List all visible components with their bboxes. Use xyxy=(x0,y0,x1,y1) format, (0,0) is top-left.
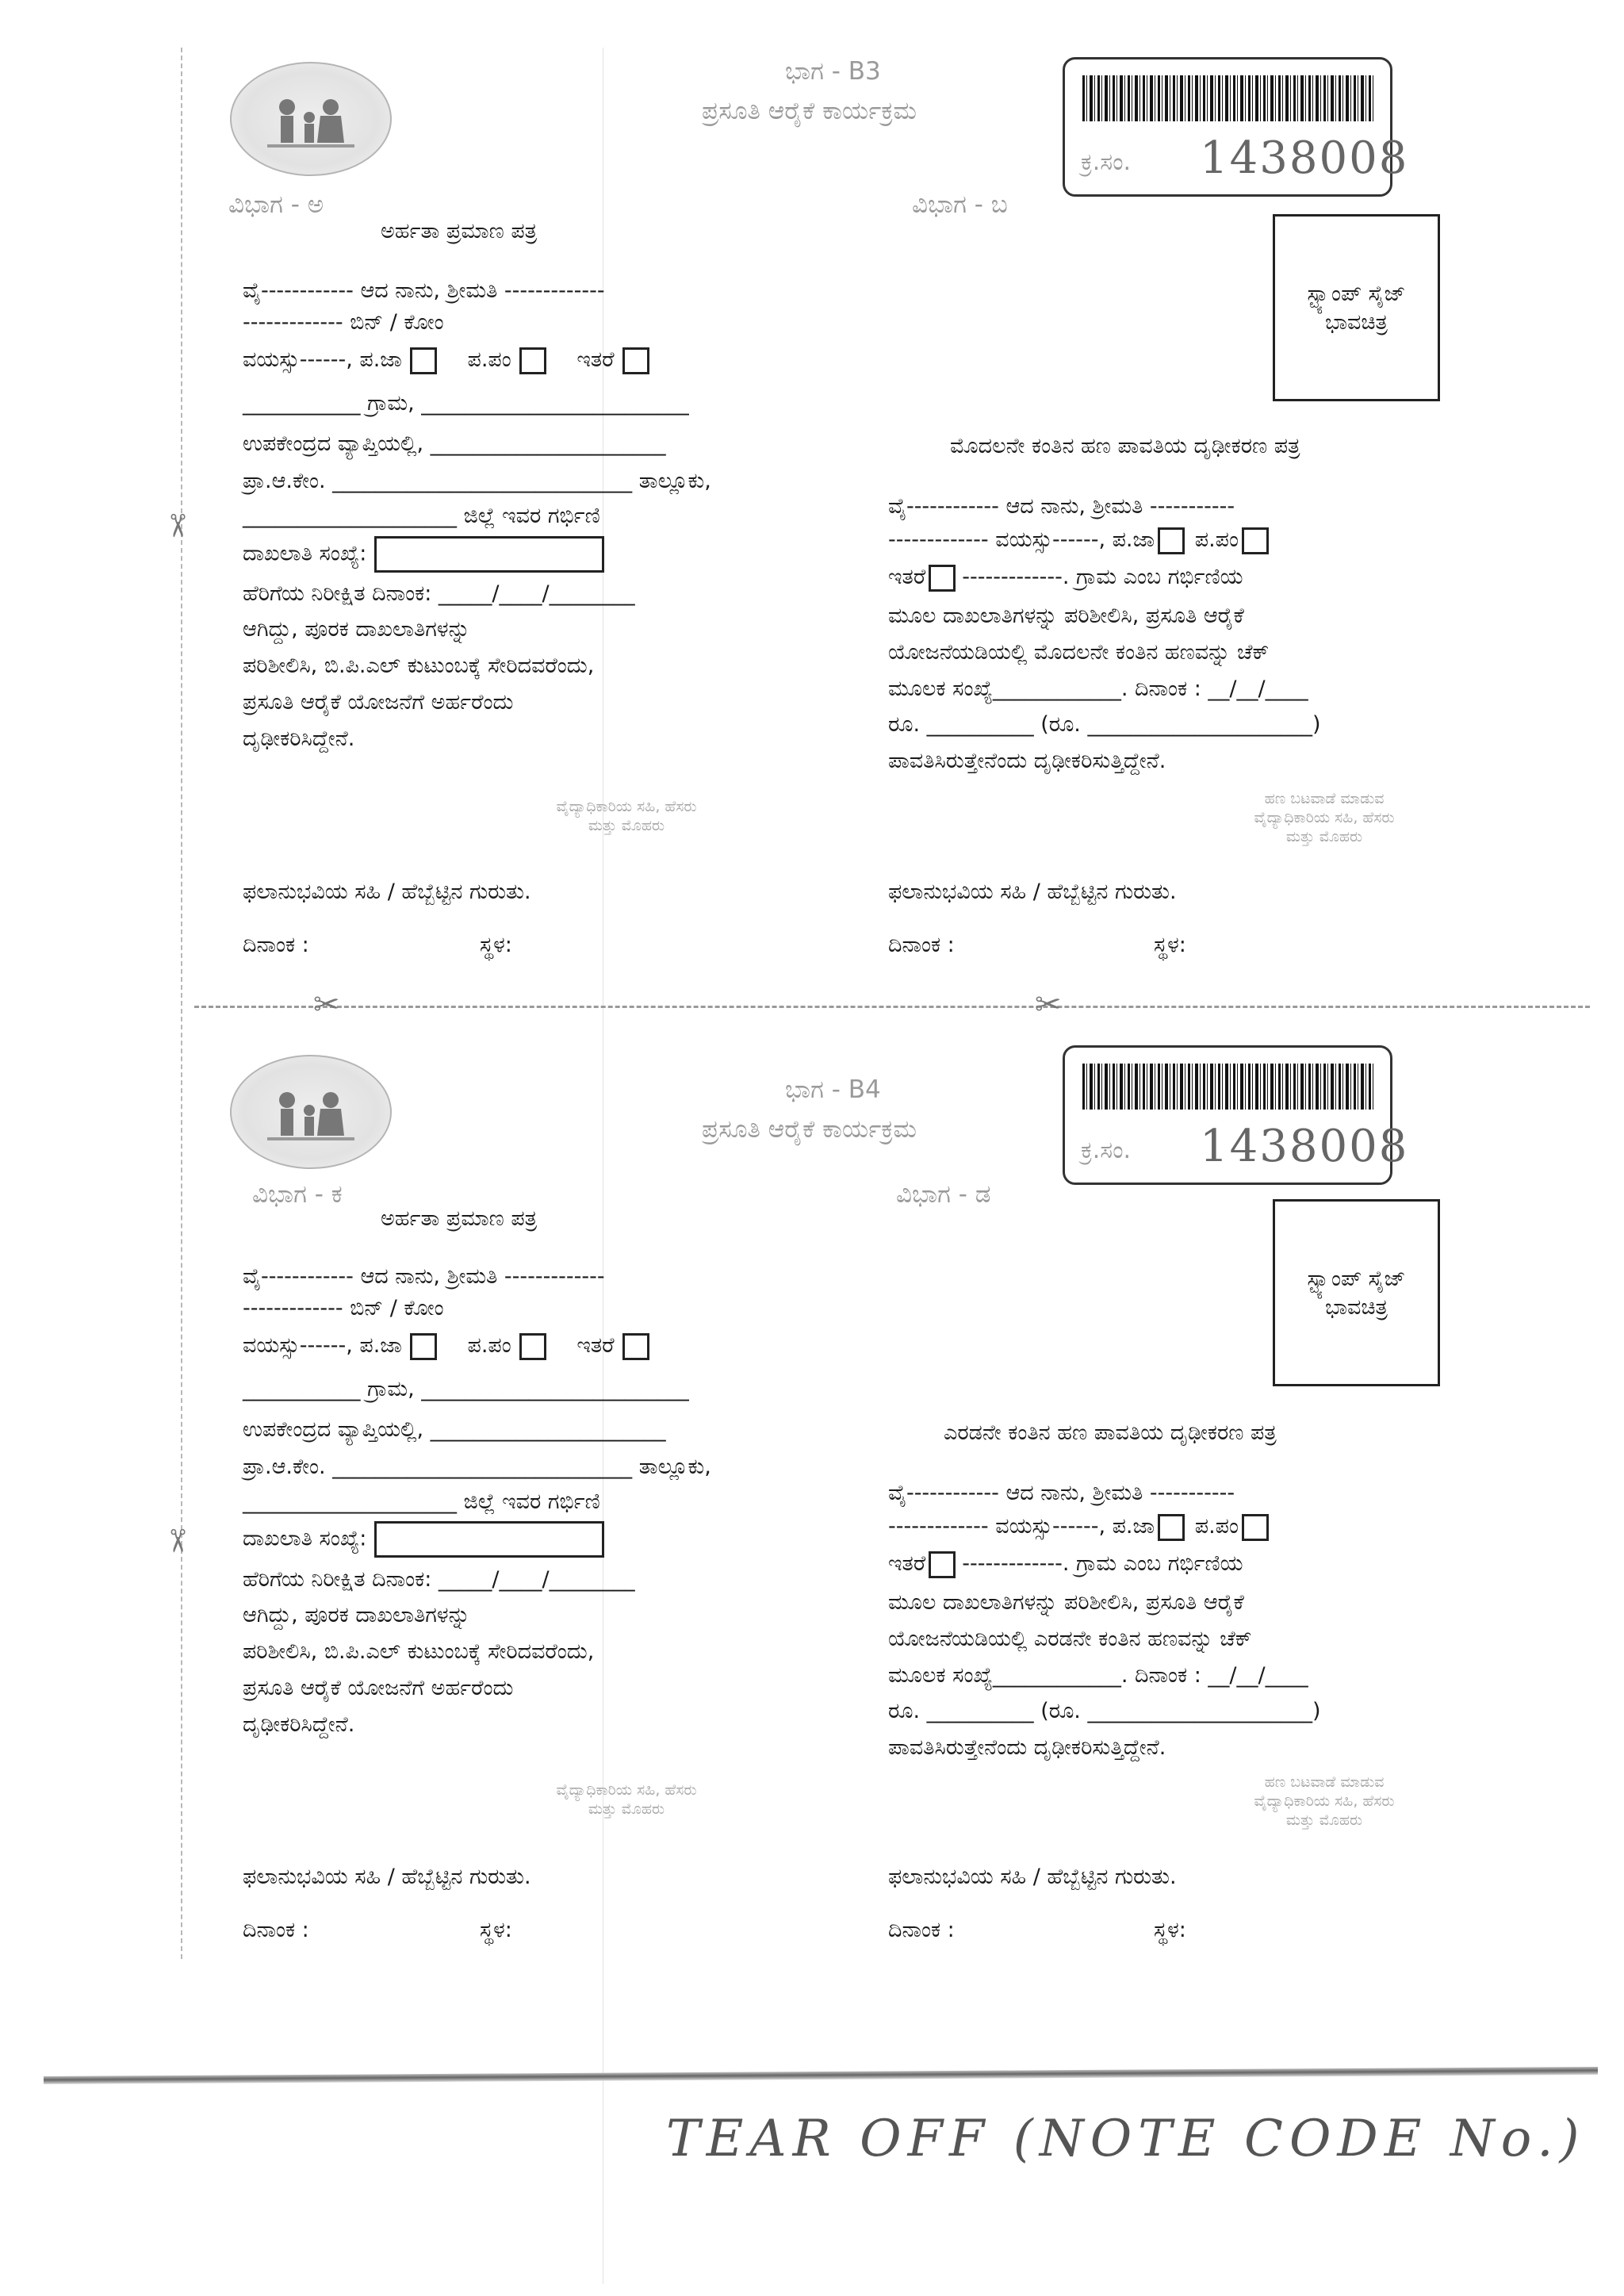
program-logo-icon xyxy=(230,1055,392,1169)
scissors-icon: ✂ xyxy=(313,987,340,1023)
form-line: ರೂ. __________ (ರೂ. _____________________) xyxy=(888,1699,1321,1723)
left-division: ವಿಭಾಗ - ಕ xyxy=(252,1180,343,1209)
serial-number: 1438008 xyxy=(1200,1121,1409,1172)
left-title: ಅರ್ಹತಾ ಪ್ರಮಾಣ ಪತ್ರ xyxy=(381,1206,538,1231)
barcode-icon xyxy=(1082,1064,1374,1110)
form-line: ಪ್ರಾ.ಆ.ಕೇಂ. ____________________________ ತಾಲ್ಲೂಕು, xyxy=(243,1455,711,1479)
sc-checkbox[interactable] xyxy=(1158,1514,1185,1541)
left-cut-line xyxy=(181,48,182,1959)
form-line: ___________ ಗ್ರಾಮ, _________________________ xyxy=(243,1377,689,1401)
right-title: ಮೊದಲನೇ ಕಂತಿನ ಹಣ ಪಾವತಿಯ ದೃಢೀಕರಣ ಪತ್ರ xyxy=(950,434,1300,458)
form-line: ಯೋಜನೆಯಡಿಯಲ್ಲಿ ಎರಡನೇ ಕಂತಿನ ಹಣವನ್ನು ಚೆಕ್ xyxy=(888,1627,1252,1651)
serial-prefix: ಕ್ರ.ಸಂ. xyxy=(1081,148,1132,176)
serial-prefix: ಕ್ರ.ಸಂ. xyxy=(1081,1137,1132,1164)
form-line: ____________________ ಜಿಲ್ಲೆ ಇವರ ಗರ್ಭಿಣಿ xyxy=(243,1489,600,1514)
form-line: ದೃಢೀಕರಿಸಿದ್ದೇನೆ. xyxy=(243,1712,355,1737)
serial-box xyxy=(1063,1045,1409,1185)
form-line: ಮೂಲ ದಾಖಲಾತಿಗಳನ್ನು ಪರಿಶೀಲಿಸಿ, ಪ್ರಸೂತಿ ಆರೈಕೆ xyxy=(888,604,1244,628)
form-line: ಪಾವತಿಸಿರುತ್ತೇನೆಂದು ದೃಢೀಕರಿಸುತ್ತಿದ್ದೇನೆ. xyxy=(888,749,1166,773)
age-caste-label: ವಯಸ್ಸು------, ಪ.ಜಾ xyxy=(243,347,402,372)
beneficiary-signature-label: ಫಲಾನುಭವಿಯ ಸಹಿ / ಹೆಬ್ಬೆಟ್ಟಿನ ಗುರುತು. xyxy=(243,1865,531,1889)
others-label: ಇತರೆ xyxy=(576,347,615,372)
scissors-icon: ✂ xyxy=(158,1527,195,1554)
photo-label-line: ಸ್ಟ್ಯಾಂಪ್ ಸೈಜ್ xyxy=(1307,1267,1406,1291)
left-title: ಅರ್ಹತಾ ಪ್ರಮಾಣ ಪತ್ರ xyxy=(381,219,538,243)
form-line-category: ವಯಸ್ಸು------, ಪ.ಜಾ ಪ.ಪಂ ಇತರೆ xyxy=(243,1332,657,1360)
registration-number-field[interactable] xyxy=(374,536,604,573)
others-checkbox[interactable] xyxy=(929,565,956,592)
form-line-category: ------------- ವಯಸ್ಸು------, ಪ.ಜಾ ಪ.ಪಂ xyxy=(888,1513,1272,1541)
sc-checkbox[interactable] xyxy=(410,1333,437,1360)
form-line: ಪ್ರಸೂತಿ ಆರೈಕೆ ಯೋಜನೆಗೆ ಅರ್ಹರೆಂದು xyxy=(243,1676,514,1700)
form-line: ವೈ------------ ಆದ ನಾನು, ಶ್ರೀಮತಿ ------------- xyxy=(243,1264,605,1289)
registration-number-field[interactable] xyxy=(374,1521,604,1558)
photo-label-line: ಸ್ಟ್ಯಾಂಪ್ ಸೈಜ್ xyxy=(1307,282,1406,306)
others-checkbox[interactable] xyxy=(929,1551,956,1578)
part-label: ಭಾಗ - B4 xyxy=(785,1075,881,1104)
form-line: ಆಗಿದ್ದು, ಪೂರಕ ದಾಖಲಾತಿಗಳನ್ನು xyxy=(243,617,470,642)
form-line: ರೂ. __________ (ರೂ. _____________________) xyxy=(888,712,1321,737)
st-checkbox[interactable] xyxy=(519,1333,546,1360)
serial-number: 1438008 xyxy=(1200,132,1409,184)
right-division: ವಿಭಾಗ - ಡ xyxy=(896,1180,991,1209)
form-line: ಉಪಕೇಂದ್ರದ ವ್ಯಾಪ್ತಿಯಲ್ಲಿ, ______________________ xyxy=(243,1417,666,1442)
form-line: ಹೆರಿಗೆಯ ನಿರೀಕ್ಷಿತ ದಿನಾಂಕ: _____/____/________ xyxy=(243,1567,635,1592)
photo-label-line: ಭಾವಚಿತ್ರ xyxy=(1325,310,1388,335)
place-label: ಸ್ಥಳ: xyxy=(480,933,512,957)
sc-checkbox[interactable] xyxy=(410,347,437,374)
st-label: ಪ.ಪಂ xyxy=(467,347,511,372)
form-line: ಪಾವತಿಸಿರುತ್ತೇನೆಂದು ದೃಢೀಕರಿಸುತ್ತಿದ್ದೇನೆ. xyxy=(888,1735,1166,1760)
barcode-icon xyxy=(1082,75,1374,121)
form-line: ವೈ------------ ಆದ ನಾನು, ಶ್ರೀಮತಿ ------------- xyxy=(243,278,605,303)
form-line-category xyxy=(243,347,657,374)
st-checkbox[interactable] xyxy=(519,347,546,374)
program-logo-icon xyxy=(230,62,392,176)
scissors-icon: ✂ xyxy=(1035,987,1062,1023)
medical-officer-sign-note: ವೈದ್ಯಾಧಿಕಾರಿಯ ಸಹಿ, ಹೆಸರು ಮತ್ತು ಮೊಹರು xyxy=(556,1781,697,1818)
form-line: ಮೂಲ ದಾಖಲಾತಿಗಳನ್ನು ಪರಿಶೀಲಿಸಿ, ಪ್ರಸೂತಿ ಆರೈಕೆ xyxy=(888,1590,1244,1615)
form-line: ಪರಿಶೀಲಿಸಿ, ಬಿ.ಪಿ.ಎಲ್ ಕುಟುಂಬಕ್ಕೆ ಸೇರಿದವರೆಂದು, xyxy=(243,654,595,678)
others-checkbox[interactable] xyxy=(622,347,649,374)
beneficiary-signature-label: ಫಲಾನುಭವಿಯ ಸಹಿ / ಹೆಬ್ಬೆಟ್ಟಿನ ಗುರುತು. xyxy=(888,1865,1177,1889)
form-line: ಆಗಿದ್ದು, ಪೂರಕ ದಾಖಲಾತಿಗಳನ್ನು xyxy=(243,1603,470,1627)
torn-edge xyxy=(44,2067,1598,2084)
form-line: ದೃಢೀಕರಿಸಿದ್ದೇನೆ. xyxy=(243,726,355,751)
registration-label: ದಾಖಲಾತಿ ಸಂಖ್ಯೆ: xyxy=(243,541,367,566)
form-line: ಹೆರಿಗೆಯ ನಿರೀಕ್ಷಿತ ದಿನಾಂಕ: _____/____/________ xyxy=(243,581,635,606)
program-name: ಪ್ರಸೂತಿ ಆರೈಕೆ ಕಾರ್ಯಕ್ರಮ xyxy=(702,97,917,125)
st-checkbox[interactable] xyxy=(1242,527,1269,554)
form-line: ಮೂಲಕ ಸಂಖ್ಯೆ____________. ದಿನಾಂಕ : __/__/____ xyxy=(888,677,1308,701)
form-line-registration: ದಾಖಲಾತಿ ಸಂಖ್ಯೆ: xyxy=(243,1521,604,1558)
sc-checkbox[interactable] xyxy=(1158,527,1185,554)
beneficiary-signature-label: ಫಲಾನುಭವಿಯ ಸಹಿ / ಹೆಬ್ಬೆಟ್ಟಿನ ಗುರುತು. xyxy=(888,880,1177,904)
date-label: ದಿನಾಂಕ : xyxy=(888,1918,955,1942)
photo-box xyxy=(1273,1199,1440,1386)
form-line: ------------- ಬಿನ್ / ಕೋಂ xyxy=(243,1296,444,1320)
form-line-category: ------------- ವಯಸ್ಸು------, ಪ.ಜಾ ಪ.ಪಂ xyxy=(888,527,1272,554)
place-label: ಸ್ಥಳ: xyxy=(1154,933,1186,957)
part-label: ಭಾಗ - B3 xyxy=(785,57,881,86)
form-line: ಯೋಜನೆಯಡಿಯಲ್ಲಿ ಮೊದಲನೇ ಕಂತಿನ ಹಣವನ್ನು ಚೆಕ್ xyxy=(888,640,1270,665)
date-label: ದಿನಾಂಕ : xyxy=(243,933,309,957)
form-line: ಉಪಕೇಂದ್ರದ ವ್ಯಾಪ್ತಿಯಲ್ಲಿ, ______________________ xyxy=(243,431,666,456)
program-name: ಪ್ರಸೂತಿ ಆರೈಕೆ ಕಾರ್ಯಕ್ರಮ xyxy=(702,1115,917,1144)
date-label: ದಿನಾಂಕ : xyxy=(888,933,955,957)
section-cut-line xyxy=(194,1006,1590,1008)
serial-box xyxy=(1063,57,1409,197)
st-checkbox[interactable] xyxy=(1242,1514,1269,1541)
left-division: ವಿಭಾಗ - ಅ xyxy=(228,190,324,219)
right-division: ವಿಭಾಗ - ಬ xyxy=(912,190,1008,219)
medical-officer-sign-note: ವೈದ್ಯಾಧಿಕಾರಿಯ ಸಹಿ, ಹೆಸರು ಮತ್ತು ಮೊಹರು xyxy=(556,798,697,834)
form-line: ಪರಿಶೀಲಿಸಿ, ಬಿ.ಪಿ.ಎಲ್ ಕುಟುಂಬಕ್ಕೆ ಸೇರಿದವರೆಂದು, xyxy=(243,1639,595,1664)
beneficiary-signature-label: ಫಲಾನುಭವಿಯ ಸಹಿ / ಹೆಬ್ಬೆಟ್ಟಿನ ಗುರುತು. xyxy=(243,880,531,904)
form-line: ___________ ಗ್ರಾಮ, _________________________ xyxy=(243,391,689,416)
right-title: ಎರಡನೇ ಕಂತಿನ ಹಣ ಪಾವತಿಯ ದೃಢೀಕರಣ ಪತ್ರ xyxy=(944,1420,1277,1445)
form-line: ____________________ ಜಿಲ್ಲೆ ಇವರ ಗರ್ಭಿಣಿ xyxy=(243,504,600,528)
form-line-others: ಇತರೆ -------------. ಗ್ರಾಮ ಎಂಬ ಗರ್ಭಿಣಿಯ xyxy=(888,1550,1243,1578)
scissors-icon: ✂ xyxy=(158,512,195,539)
others-checkbox[interactable] xyxy=(622,1333,649,1360)
place-label: ಸ್ಥಳ: xyxy=(480,1918,512,1942)
form-line-registration xyxy=(243,536,604,573)
disbursing-officer-sign-note: ಹಣ ಬಟವಾಡೆ ಮಾಡುವ ವೈದ್ಯಾಧಿಕಾರಿಯ ಸಹಿ, ಹೆಸರು ಮತ್ತು ಮೊಹರು xyxy=(1254,1773,1395,1829)
form-line: ಪ್ರಾ.ಆ.ಕೇಂ. ____________________________ ತಾಲ್ಲೂಕು, xyxy=(243,469,711,493)
disbursing-officer-sign-note: ಹಣ ಬಟವಾಡೆ ಮಾಡುವ ವೈದ್ಯಾಧಿಕಾರಿಯ ಸಹಿ, ಹೆಸರು ಮತ್ತು ಮೊಹರು xyxy=(1254,790,1395,845)
photo-box xyxy=(1273,214,1440,401)
form-line: ವೈ------------ ಆದ ನಾನು, ಶ್ರೀಮತಿ ----------- xyxy=(888,1481,1235,1505)
form-line: ಪ್ರಸೂತಿ ಆರೈಕೆ ಯೋಜನೆಗೆ ಅರ್ಹರೆಂದು xyxy=(243,690,514,715)
form-line: ------------- ಬಿನ್ / ಕೋಂ xyxy=(243,310,444,335)
handwritten-note: TEAR OFF (NOTE CODE No.) xyxy=(666,2110,1586,2168)
form-line-others: ಇತರೆ -------------. ಗ್ರಾಮ ಎಂಬ ಗರ್ಭಿಣಿಯ xyxy=(888,564,1243,592)
form-line: ಮೂಲಕ ಸಂಖ್ಯೆ____________. ದಿನಾಂಕ : __/__/____ xyxy=(888,1663,1308,1688)
form-line: ವೈ------------ ಆದ ನಾನು, ಶ್ರೀಮತಿ ----------- xyxy=(888,494,1235,519)
date-label: ದಿನಾಂಕ : xyxy=(243,1918,309,1942)
place-label: ಸ್ಥಳ: xyxy=(1154,1918,1186,1942)
photo-label-line: ಭಾವಚಿತ್ರ xyxy=(1325,1295,1388,1320)
